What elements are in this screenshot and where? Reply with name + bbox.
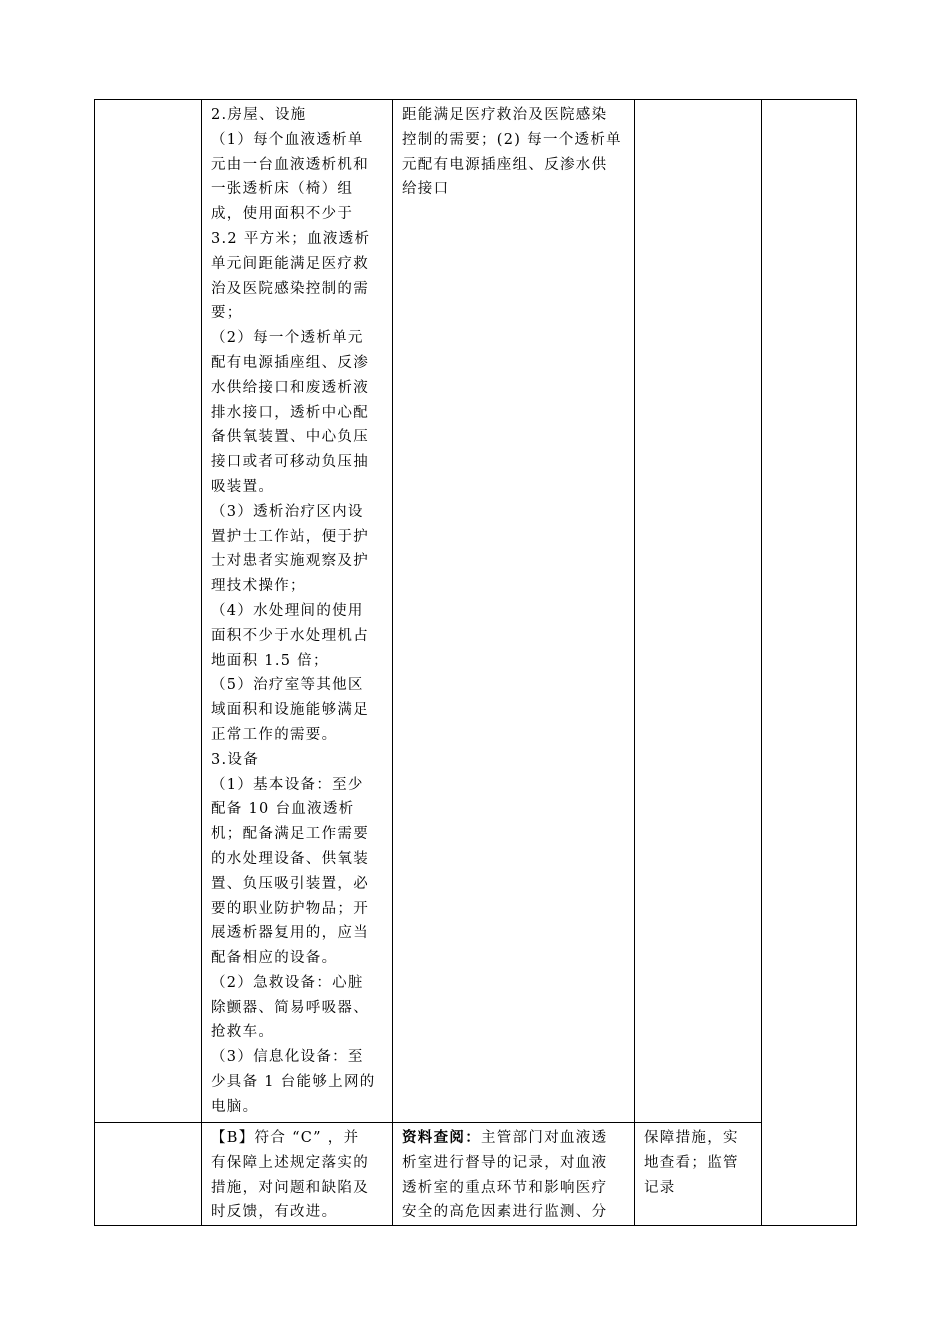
text-line: 机；配备满足工作需要: [211, 826, 369, 843]
text-line: 地查看；监管: [644, 1154, 739, 1171]
text-line: 置护士工作站，便于护: [211, 528, 369, 545]
requirements-cell: [202, 100, 393, 1123]
text-line: 接口或者可移动负压抽: [211, 454, 369, 471]
table-row: [95, 100, 857, 1123]
text-line: 置、负压吸引装置，必: [211, 875, 369, 892]
text-line: （4）水处理间的使用: [211, 602, 364, 619]
text-line: 成，使用面积不少于: [211, 206, 354, 223]
text-line: 展透析器复用的，应当: [211, 925, 369, 942]
text-line: 要；: [211, 305, 243, 322]
requirements-text: [202, 100, 392, 1120]
method-text: [393, 1123, 634, 1225]
text-line: 给接口: [402, 181, 450, 198]
standards-table: [94, 99, 857, 1226]
text-line: 备供氧装置、中心负压: [211, 429, 369, 446]
text-line: （3）信息化设备：至: [211, 1049, 364, 1066]
text-line: 保障措施，实: [644, 1130, 739, 1146]
table-row: [95, 1123, 857, 1226]
text-line: 士对患者实施观察及护: [211, 553, 369, 570]
evidence-cell: [635, 1123, 762, 1226]
evidence-text: [635, 1123, 761, 1200]
text-line: 元配有电源插座组、反渗水供: [402, 156, 608, 173]
text-line: 2.房屋、设施: [211, 107, 307, 123]
score-cell: [762, 100, 857, 1226]
method-text: [393, 100, 634, 202]
method-first-line: 主管部门对血液透: [481, 1130, 608, 1146]
item-cell: [95, 100, 202, 1123]
text-line: 的水处理设备、供氧装: [211, 850, 369, 867]
text-line: 少具备 1 台能够上网的: [211, 1074, 376, 1091]
text-line: 域面积和设施能够满足: [211, 702, 369, 719]
item-cell: [95, 1123, 202, 1226]
text-line: 元由一台血液透析机和: [211, 156, 369, 173]
text-line: 配备 10 台血液透析: [211, 801, 355, 818]
text-line: 记录: [644, 1179, 676, 1196]
method-label: 资料查阅：: [402, 1129, 481, 1146]
text-line: 一张透析床（椅）组: [211, 181, 354, 198]
method-cell: [393, 100, 635, 1123]
text-line: 析室进行督导的记录，对血液: [402, 1154, 608, 1171]
text-line: （5）治疗室等其他区: [211, 677, 364, 694]
text-line: 3.设备: [211, 751, 260, 768]
text-line: 透析室的重点环节和影响医疗: [402, 1179, 608, 1196]
text-line: 治及医院感染控制的需: [211, 280, 369, 297]
text-line: 3.2 平方米；血液透析: [211, 230, 371, 247]
text-line: 地面积 1.5 倍；: [211, 652, 329, 669]
text-line: 正常工作的需要。: [211, 726, 338, 743]
text-line: 配有电源插座组、反渗: [211, 354, 369, 371]
text-line: 理技术操作；: [211, 578, 306, 595]
text-line: 电脑。: [211, 1098, 259, 1115]
text-line: 距能满足医疗救治及医院感染: [402, 107, 608, 123]
requirements-cell: [202, 1123, 393, 1226]
text-line: 水供给接口和废透析液: [211, 379, 369, 396]
text-line: （3）透析治疗区内设: [211, 503, 364, 520]
text-line: 措施，对问题和缺陷及: [211, 1179, 369, 1196]
text-line: （2）急救设备：心脏: [211, 974, 364, 991]
text-line: 配备相应的设备。: [211, 950, 338, 967]
text-line: 要的职业防护物品；开: [211, 900, 369, 917]
text-line: 面积不少于水处理机占: [211, 627, 369, 644]
text-line: 安全的高危因素进行监测、分: [402, 1204, 608, 1221]
text-line: 有保障上述规定落实的: [211, 1154, 369, 1171]
text-line: （1）基本设备：至少: [211, 776, 364, 793]
requirements-text: [202, 1123, 392, 1225]
text-line: （2）每一个透析单元: [211, 330, 364, 347]
text-line: 时反馈，有改进。: [211, 1204, 338, 1221]
evidence-cell: [635, 100, 762, 1123]
method-cell: [393, 1123, 635, 1226]
text-line: 抢救车。: [211, 1024, 275, 1041]
text-line: 控制的需要；(2) 每一个透析单: [402, 131, 622, 148]
text-line: 单元间距能满足医疗救: [211, 255, 369, 272]
text-line: 【B】符合 “C” ，并: [211, 1130, 360, 1146]
text-line: 排水接口，透析中心配: [211, 404, 369, 421]
text-line: （1）每个血液透析单: [211, 131, 364, 148]
text-line: 除颤器、简易呼吸器、: [211, 999, 369, 1016]
text-line: 吸装置。: [211, 478, 275, 495]
